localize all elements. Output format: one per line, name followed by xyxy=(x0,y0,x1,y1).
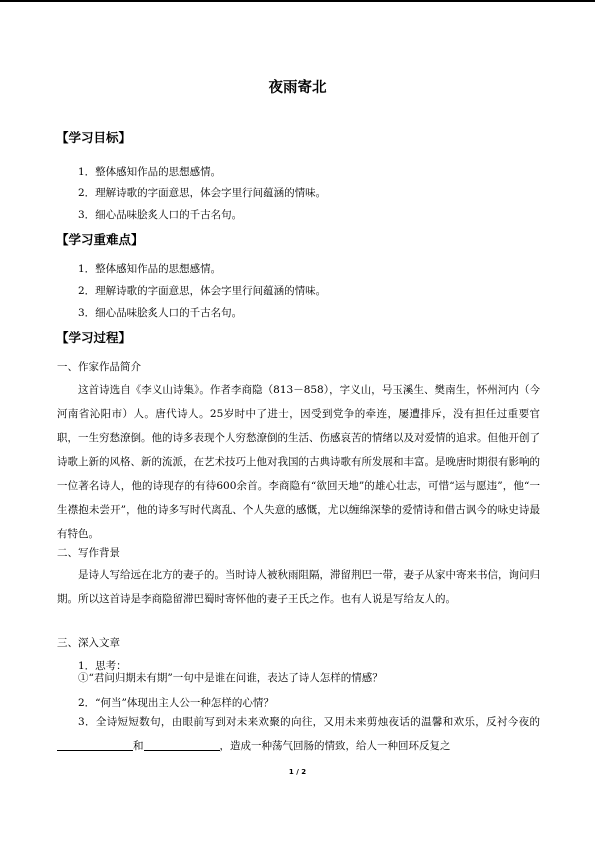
question-3 xyxy=(57,710,540,758)
goal-item-1: 1．整体感知作品的思想感情。 xyxy=(78,166,222,178)
background-paragraph: 是诗人写给远在北方的妻子的。当时诗人被秋雨阻隔，滞留荆巴一带，妻子从家中寄来书信，询问归期。所以这首诗是李商隐留滞巴蜀时寄怀他的妻子王氏之作。也有人说是写给友人的。 xyxy=(57,569,540,605)
key-point-item-1: 1．整体感知作品的思想感情。 xyxy=(78,263,222,275)
heading-goals: 【学习目标】 xyxy=(56,130,132,145)
goal-item-3: 3．细心品味脍炙人口的千古名句。 xyxy=(78,209,243,221)
background-heading: 二、写作背景 xyxy=(57,547,120,559)
key-point-item-3: 3．细心品味脍炙人口的千古名句。 xyxy=(78,307,243,319)
question-2: 2．“何当”体现出主人公一种怎样的心情？ xyxy=(78,697,274,709)
intro-paragraph: 这首诗选自《李义山诗集》。作者李商隐（813－858），字义山，号玉溪生、樊南生，怀州河内（今河南省沁阳市）人。唐代诗人。25岁时中了进士，因受到党争的牵连，屡遭排斥，没有担任过重要官职，一生穷愁潦倒。他的诗多表现个人穷愁潦倒的生活、伤感哀苦的情绪以及对爱情的追求。但他开创了诗歌上新的风格、新的流派，在艺术技巧上他对我国的古典诗歌有所发展和丰富。是晚唐时期很有影响的一位著名诗人，他的诗现存的有待600余首。李商隐有“欲回天地”的雄心壮志，可惜“运与愿违”，他“一生襟抱未尝开”，他的诗多写时代离乱、个人失意的感慨，尤以缠绵深挚的爱情诗和借古讽今的咏史诗最有特色。 xyxy=(57,384,540,540)
intro-heading: 一、作家作品简介 xyxy=(57,361,141,373)
deep-heading: 三、深入文章 xyxy=(57,637,120,649)
heading-process: 【学习过程】 xyxy=(56,330,132,345)
goal-item-2: 2．理解诗歌的字面意思，体会字里行间蕴涵的情味。 xyxy=(78,187,327,199)
question-1: 1．思考： xyxy=(78,660,127,672)
blank-field-2[interactable] xyxy=(144,738,220,751)
question-3-part1: 3．全诗短短数句，由眼前写到对未来欢聚的向往，又用未来剪烛夜话的温馨和欢乐，反衬今夜的 xyxy=(78,716,540,728)
top-rule xyxy=(0,0,595,2)
question-1a: ①“君问归期未有期”一句中是谁在问谁，表达了诗人怎样的情感？ xyxy=(78,672,383,684)
question-3-part2: ，造成一种荡气回肠的情致，给人一种回环反复之 xyxy=(219,740,451,752)
page-number: 1 / 2 xyxy=(288,768,307,776)
page-title: 夜雨寄北 xyxy=(268,80,327,96)
blank-field-1[interactable] xyxy=(57,738,133,751)
question-3-and: 和 xyxy=(133,740,144,752)
key-point-item-2: 2．理解诗歌的字面意思，体会字里行间蕴涵的情味。 xyxy=(78,285,327,297)
heading-key-points: 【学习重难点】 xyxy=(56,232,144,247)
